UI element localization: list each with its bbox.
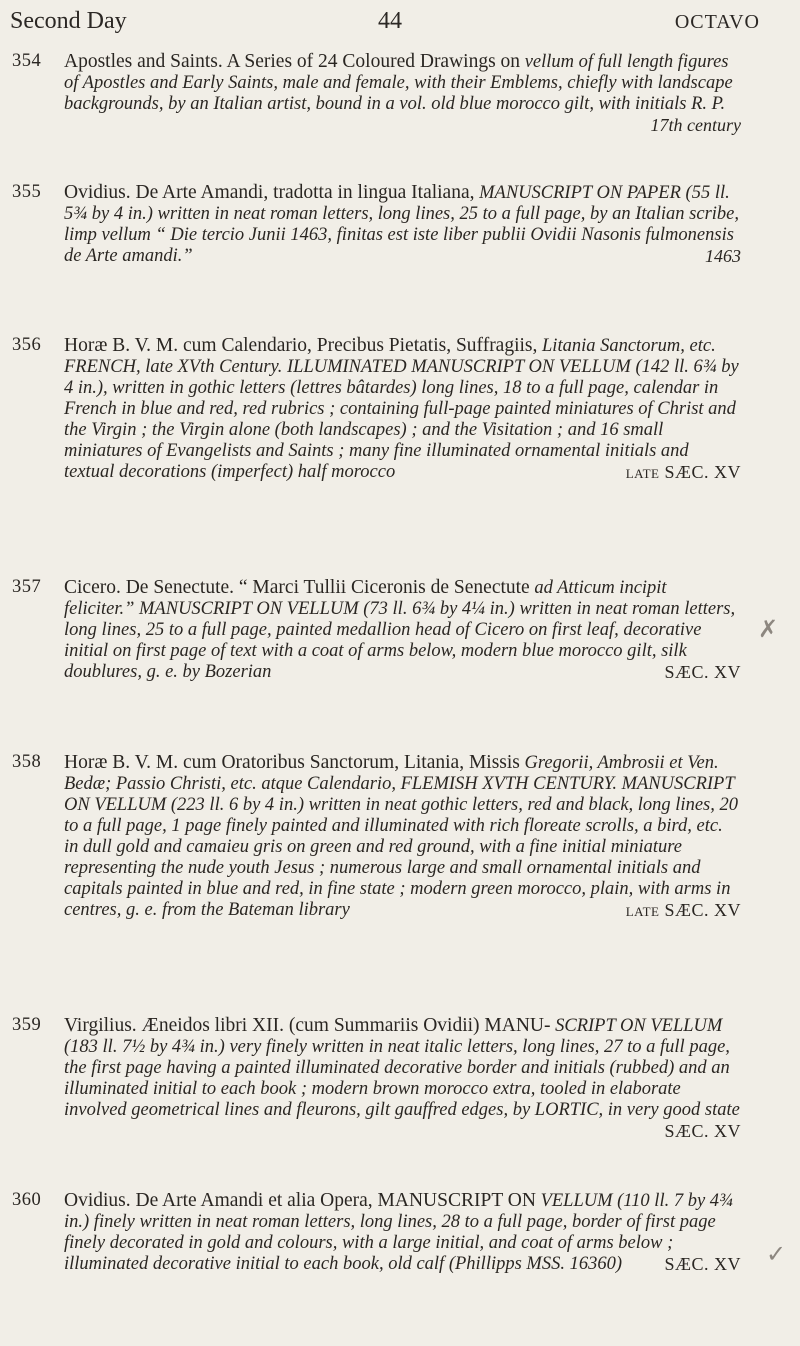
entry-title: Virgilius. Æneidos libri XII. (cum Summariis Ovidii) MANU- xyxy=(64,1015,551,1036)
entry-body xyxy=(64,182,741,267)
entry-date: 17th century xyxy=(650,115,741,135)
page-header xyxy=(0,0,800,40)
entry-body xyxy=(64,51,741,136)
entry-title: Cicero. De Senectute. “ Marci Tullii Ciceronis de Senectute xyxy=(64,577,530,598)
entry-body xyxy=(64,577,741,683)
entry-date: SÆC. XV xyxy=(664,1121,741,1141)
header-day: Second Day xyxy=(10,8,127,34)
lot-number: 357 xyxy=(12,577,42,597)
entry-date: 1463 xyxy=(705,246,741,266)
entry-description: Gregorii, Ambrosii et Ven. Bedæ; Passio Christi, etc. atque Calendario, FLEMISH XVTH CENTURY. MANUSCRIPT ON VELLUM (223 ll. 6 by 4 in.) written in neat gothic letters, red and black, long lines, 20 to a full page, 1 page finely painted and illuminated with rich floreate scrolls, a bird, etc. in dull gold and camaieu gris on green and red ground, with a fine initial miniature representing the nude youth Jesus ; numerous large and small ornamental initials and capitals painted in blue and red, in fine state ; modern green morocco, plain, with arms in centres, g. e. from the Bateman library xyxy=(64,753,738,920)
entry-description: Litania Sanctorum, etc. FRENCH, late XVth Century. ILLUMINATED MANUSCRIPT ON VELLUM (142 ll. 6¾ by 4 in.), written in gothic letters (lettres bâtardes) long lines, 18 to a full page, calendar in French in blue and red, red rubrics ; containing full-page painted miniatures of Christ and the Virgin ; the Virgin alone (both landscapes) ; and the Visitation ; and 16 small miniatures of Evangelists and Saints ; many fine illuminated ornamental initials and textual decorations (imperfect) half morocco xyxy=(64,336,739,482)
pencil-tick-mark-icon: ✓ xyxy=(766,1240,787,1268)
entry-title: Horæ B. V. M. cum Oratoribus Sanctorum, Litania, Missis xyxy=(64,752,520,773)
entry-description: SCRIPT ON VELLUM (183 ll. 7½ by 4¾ in.) very finely written in neat italic letters, long lines, 27 to a full page, the first page having a painted illuminated decorative border and initials (rubbed) and an illuminated initial to each book ; modern brown morocco extra, tooled in elaborate involved geometrical lines and fleurons, gilt gauffred edges, by LORTIC, in very good state xyxy=(64,1016,740,1120)
entry-description: MANUSCRIPT ON PAPER (55 ll. 5¾ by 4 in.) written in neat roman letters, long lines, 25 to a full page, by an Italian scribe, limp vellum “ Die tercio Junii 1463, finitas est iste liber publii Ovidii Nasonis fulmonensis de Arte amandi.” xyxy=(64,183,740,266)
lot-number: 354 xyxy=(12,51,42,71)
entry-date: late SÆC. XV xyxy=(625,900,741,920)
entry-body xyxy=(64,1015,741,1142)
entry-body xyxy=(64,335,741,483)
entry-body xyxy=(64,752,741,921)
entry-date: SÆC. XV xyxy=(664,1254,741,1274)
lot-number: 359 xyxy=(12,1015,42,1035)
entry-title: Horæ B. V. M. cum Calendario, Precibus Pietatis, Suffragiis, xyxy=(64,335,538,356)
entry-title: Apostles and Saints. A Series of 24 Coloured Drawings on xyxy=(64,51,521,72)
header-format: OCTAVO xyxy=(674,11,760,33)
header-page-number: 44 xyxy=(378,8,402,34)
entry-title: Ovidius. De Arte Amandi et alia Opera, MANUSCRIPT ON xyxy=(64,1190,536,1211)
lot-number: 360 xyxy=(12,1190,42,1210)
pencil-cross-mark-icon: ✗ xyxy=(758,615,779,643)
entry-date: SÆC. XV xyxy=(664,662,741,682)
lot-number: 356 xyxy=(12,335,42,355)
entry-description: vellum of full length figures of Apostles and Early Saints, male and female, with their Emblems, chiefly with landscape backgrounds, by an Italian artist, bound in a vol. old blue morocco gilt, with initials R. P. xyxy=(64,52,733,114)
entry-description: ad Atticum incipit feliciter.” MANUSCRIPT ON VELLUM (73 ll. 6¾ by 4¼ in.) written in neat roman letters, long lines, 25 to a full page, painted medallion head of Cicero on first leaf, decorative initial on first page of text with a coat of arms below, modern blue morocco gilt, silk doublures, g. e. by Bozerian xyxy=(64,578,736,682)
entry-date: late SÆC. XV xyxy=(625,462,741,482)
lot-number: 358 xyxy=(12,752,42,772)
entry-body xyxy=(64,1190,741,1275)
entry-description: VELLUM (110 ll. 7 by 4¾ in.) finely written in neat roman letters, long lines, 28 to a full page, border of first page finely decorated in gold and colours, with a large initial, and coat of arms below ; illuminated decorative initial to each book, old calf (Phillipps MSS. 16360) xyxy=(64,1191,733,1274)
entry-title: Ovidius. De Arte Amandi, tradotta in lingua Italiana, xyxy=(64,182,475,203)
lot-number: 355 xyxy=(12,182,42,202)
